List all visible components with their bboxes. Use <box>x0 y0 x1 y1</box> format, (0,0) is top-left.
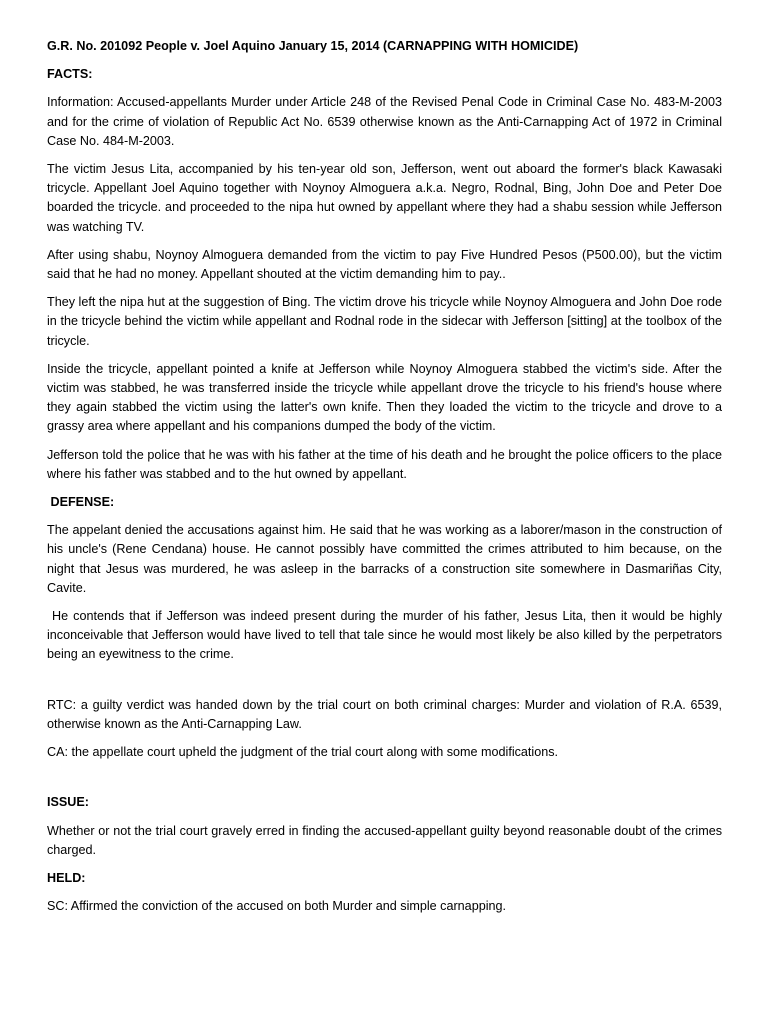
defense-paragraph-contention: He contends that if Jefferson was indeed present during the murder of his father, Jesus Lita, then it would be highly inconceivable that Jefferson would have lived to tell that tale since he would most likely be also killed by the perpetrators being an eyewitness to the crime. <box>47 609 726 662</box>
spacer <box>47 674 722 696</box>
facts-paragraph-victim: The victim Jesus Lita, accompanied by his ten-year old son, Jefferson, went out aboard the former's black Kawasaki tricycle. Appellant Joel Aquino together with Noynoy Almoguera a.k.a. Negro, Rodnal, Bing, John Doe and Peter Doe boarded the tricycle. and proceeded to the nipa hut owned by appellant where they had a shabu session while Jefferson was watching TV. <box>47 162 722 234</box>
facts-paragraph-stabbing: Inside the tricycle, appellant pointed a knife at Jefferson while Noynoy Almoguera stabbed the victim's side. After the victim was stabbed, he was transferred inside the tricycle while appellant drove the tricycle to his friend's house where they again stabbed the victim using the latter's own knife. Then they loaded the victim to the tricycle and drove to a grassy area where appellant and his companions dumped the body of the victim. <box>47 361 722 434</box>
defense-heading: DEFENSE: <box>47 495 115 510</box>
facts-paragraph-shabu: After using shabu, Noynoy Almoguera demanded from the victim to pay Five Hundred Pesos (P500.00), but the victim said that he had no money. Appellant shouted at the victim demanding him to pay.. <box>47 247 722 282</box>
document-title: G.R. No. 201092 People v. Joel Aquino January 15, 2014 (CARNAPPING WITH HOMICIDE) <box>47 39 579 53</box>
issue-paragraph: Whether or not the trial court gravely erred in finding the accused-appellant guilty beyond reasonable doubt of the crimes charged. <box>47 823 722 857</box>
ruling-rtc: RTC: a guilty verdict was handed down by the trial court on both criminal charges: Murder and violation of R.A. 6539, otherwise known as the Anti-Carnapping Law. <box>47 697 722 731</box>
defense-paragraph-denial: The appelant denied the accusations against him. He said that he was working as a laborer/mason in the construction of his uncle's (Rene Cendana) house. He cannot possibly have committed the crimes attributed to him because, on the night that Jesus was murdered, he was asleep in the barracks of a construction site somewhere in Dasmariñas City, Cavite. <box>47 523 722 595</box>
facts-paragraph-police: Jefferson told the police that he was with his father at the time of his death and he brought the police officers to the place where his father was stabbed and to the hut owned by appellant. <box>47 447 722 481</box>
held-paragraph: SC: Affirmed the conviction of the accused on both Murder and simple carnapping. <box>47 899 507 914</box>
ruling-ca: CA: the appellate court upheld the judgment of the trial court along with some modifications. <box>47 745 559 760</box>
facts-heading: FACTS: <box>47 67 93 82</box>
document-page <box>47 37 726 925</box>
spacer <box>47 771 722 793</box>
facts-paragraph-left-hut: They left the nipa hut at the suggestion of Bing. The victim drove his tricycle while Noynoy Almoguera and John Doe rode in the tricycle behind the victim while appellant and Rodnal rode in the sidecar with Jefferson [sitting] at the toolbox of the tricycle. <box>47 295 722 348</box>
issue-heading: ISSUE: <box>47 795 89 810</box>
facts-paragraph-information: Information: Accused-appellants Murder under Article 248 of the Revised Penal Code in Criminal Case No. 483-M-2003 and for the crime of violation of Republic Act No. 6539 otherwise known as the Anti-Carnapping Act of 1972 in Criminal Case No. 484-M-2003. <box>47 95 722 148</box>
held-heading: HELD: <box>47 870 86 885</box>
